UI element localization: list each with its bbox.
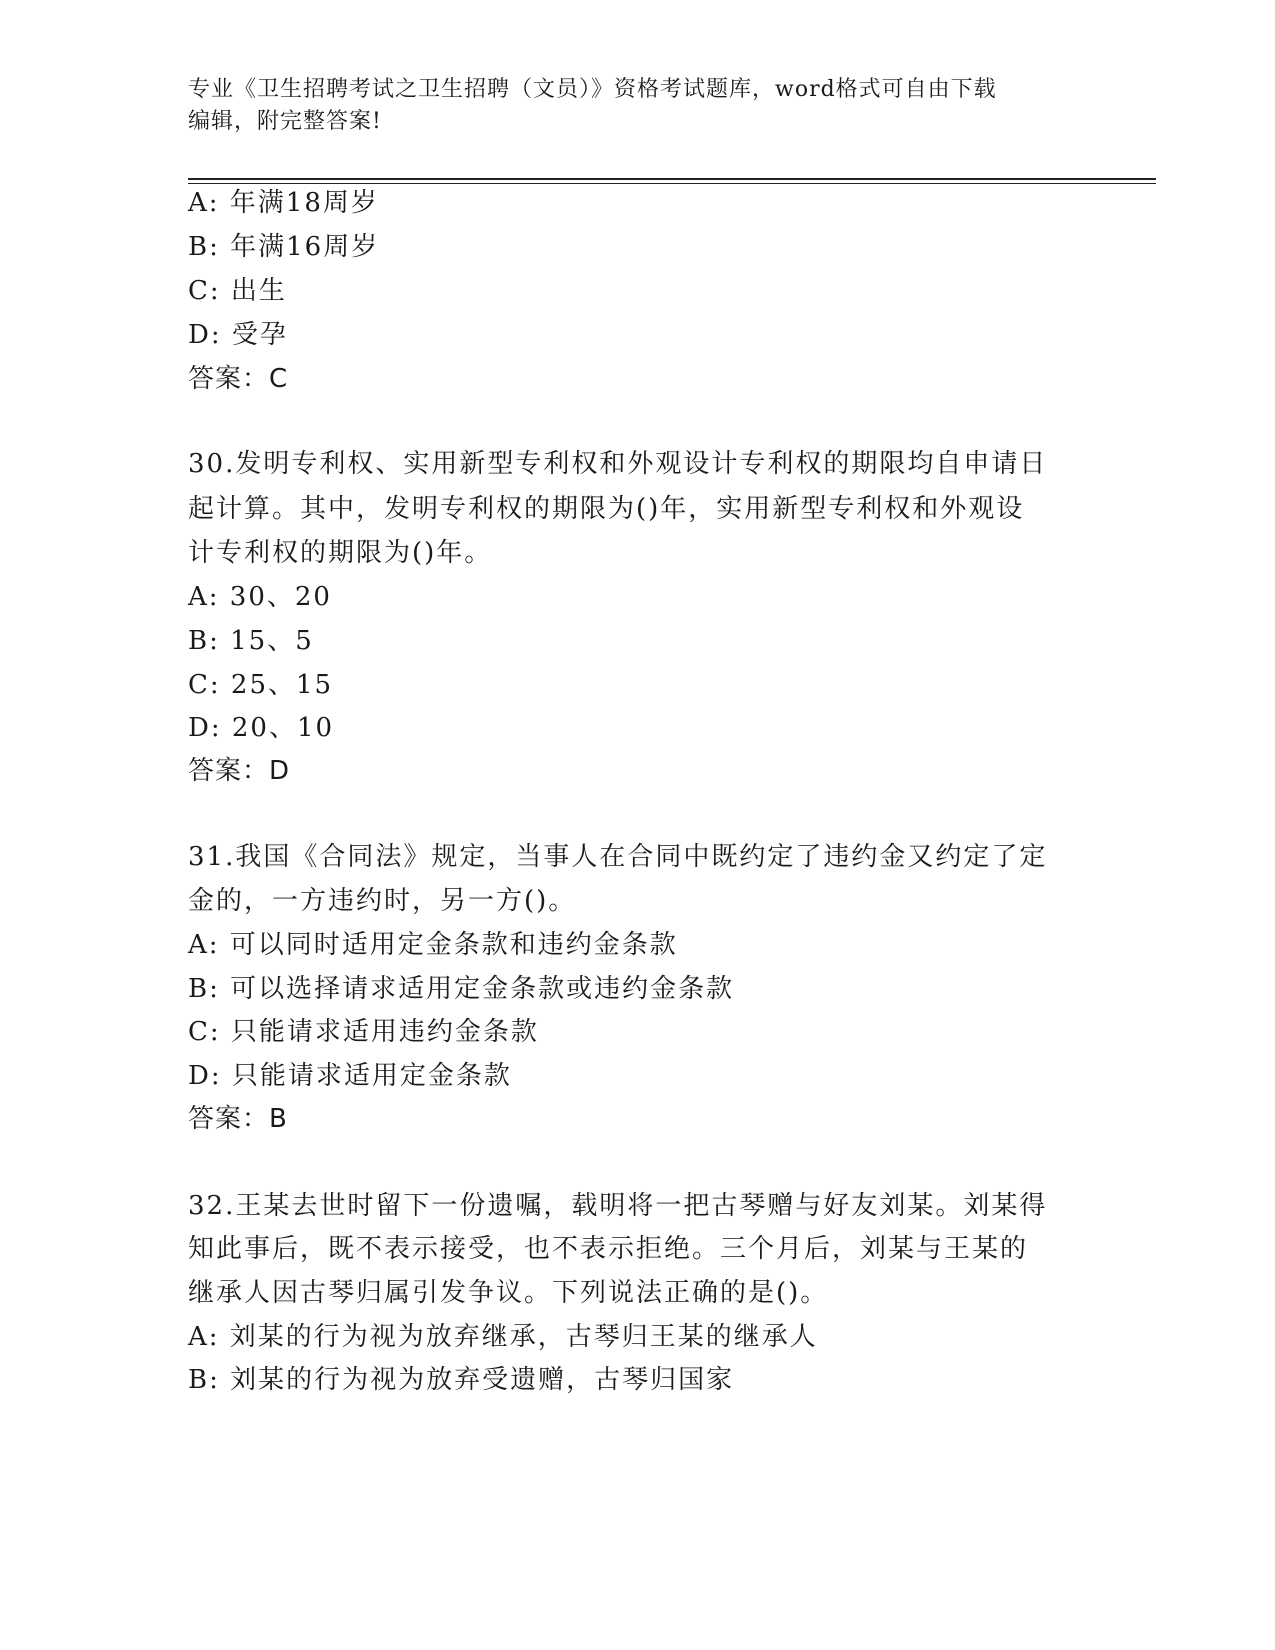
q29-option-d: D: 受孕 bbox=[188, 320, 288, 350]
q31-answer: 答案：B bbox=[188, 1104, 288, 1134]
q30-option-c: C: 25、15 bbox=[188, 670, 334, 700]
q30-stem-line-1: 30.发明专利权、实用新型专利权和外观设计专利权的期限均自申请日 bbox=[188, 449, 1048, 479]
q32-stem-line-3: 继承人因古琴归属引发争议。下列说法正确的是()。 bbox=[188, 1278, 829, 1308]
document-header bbox=[188, 74, 1068, 138]
header-line-1: 专业《卫生招聘考试之卫生招聘（文员）》资格考试题库，word格式可自由下载 bbox=[188, 77, 997, 102]
q31-option-a: A: 可以同时适用定金条款和违约金条款 bbox=[188, 930, 678, 960]
q29-option-a: A: 年满18周岁 bbox=[188, 188, 379, 218]
header-divider-thin bbox=[188, 183, 1156, 184]
header-divider-thick bbox=[188, 178, 1156, 180]
q29-answer: 答案：C bbox=[188, 364, 289, 394]
q31-stem-line-1: 31.我国《合同法》规定，当事人在合同中既约定了违约金又约定了定 bbox=[188, 842, 1048, 872]
q29-option-c: C: 出生 bbox=[188, 276, 287, 306]
q31-option-c: C: 只能请求适用违约金条款 bbox=[188, 1017, 539, 1047]
q31-option-b: B: 可以选择请求适用定金条款或违约金条款 bbox=[188, 974, 735, 1004]
q30-answer: 答案：D bbox=[188, 756, 291, 786]
q30-stem-line-3: 计专利权的期限为()年。 bbox=[188, 538, 493, 568]
header-line-2: 编辑，附完整答案! bbox=[188, 109, 382, 134]
q32-option-a: A: 刘某的行为视为放弃继承，古琴归王某的继承人 bbox=[188, 1322, 818, 1352]
q30-option-a: A: 30、20 bbox=[188, 582, 332, 612]
q32-option-b: B: 刘某的行为视为放弃受遗赠，古琴归国家 bbox=[188, 1365, 735, 1395]
q30-option-b: B: 15、5 bbox=[188, 626, 314, 656]
q29-option-b: B: 年满16周岁 bbox=[188, 232, 380, 262]
q32-stem-line-2: 知此事后，既不表示接受，也不表示拒绝。三个月后，刘某与王某的 bbox=[188, 1234, 1029, 1264]
q30-stem-line-2: 起计算。其中，发明专利权的期限为()年，实用新型专利权和外观设 bbox=[188, 494, 1025, 524]
q31-stem-line-2: 金的，一方违约时，另一方()。 bbox=[188, 886, 577, 916]
q32-stem-line-1: 32.王某去世时留下一份遗嘱，载明将一把古琴赠与好友刘某。刘某得 bbox=[188, 1191, 1048, 1221]
q30-option-d: D: 20、10 bbox=[188, 713, 335, 743]
q31-option-d: D: 只能请求适用定金条款 bbox=[188, 1061, 512, 1091]
